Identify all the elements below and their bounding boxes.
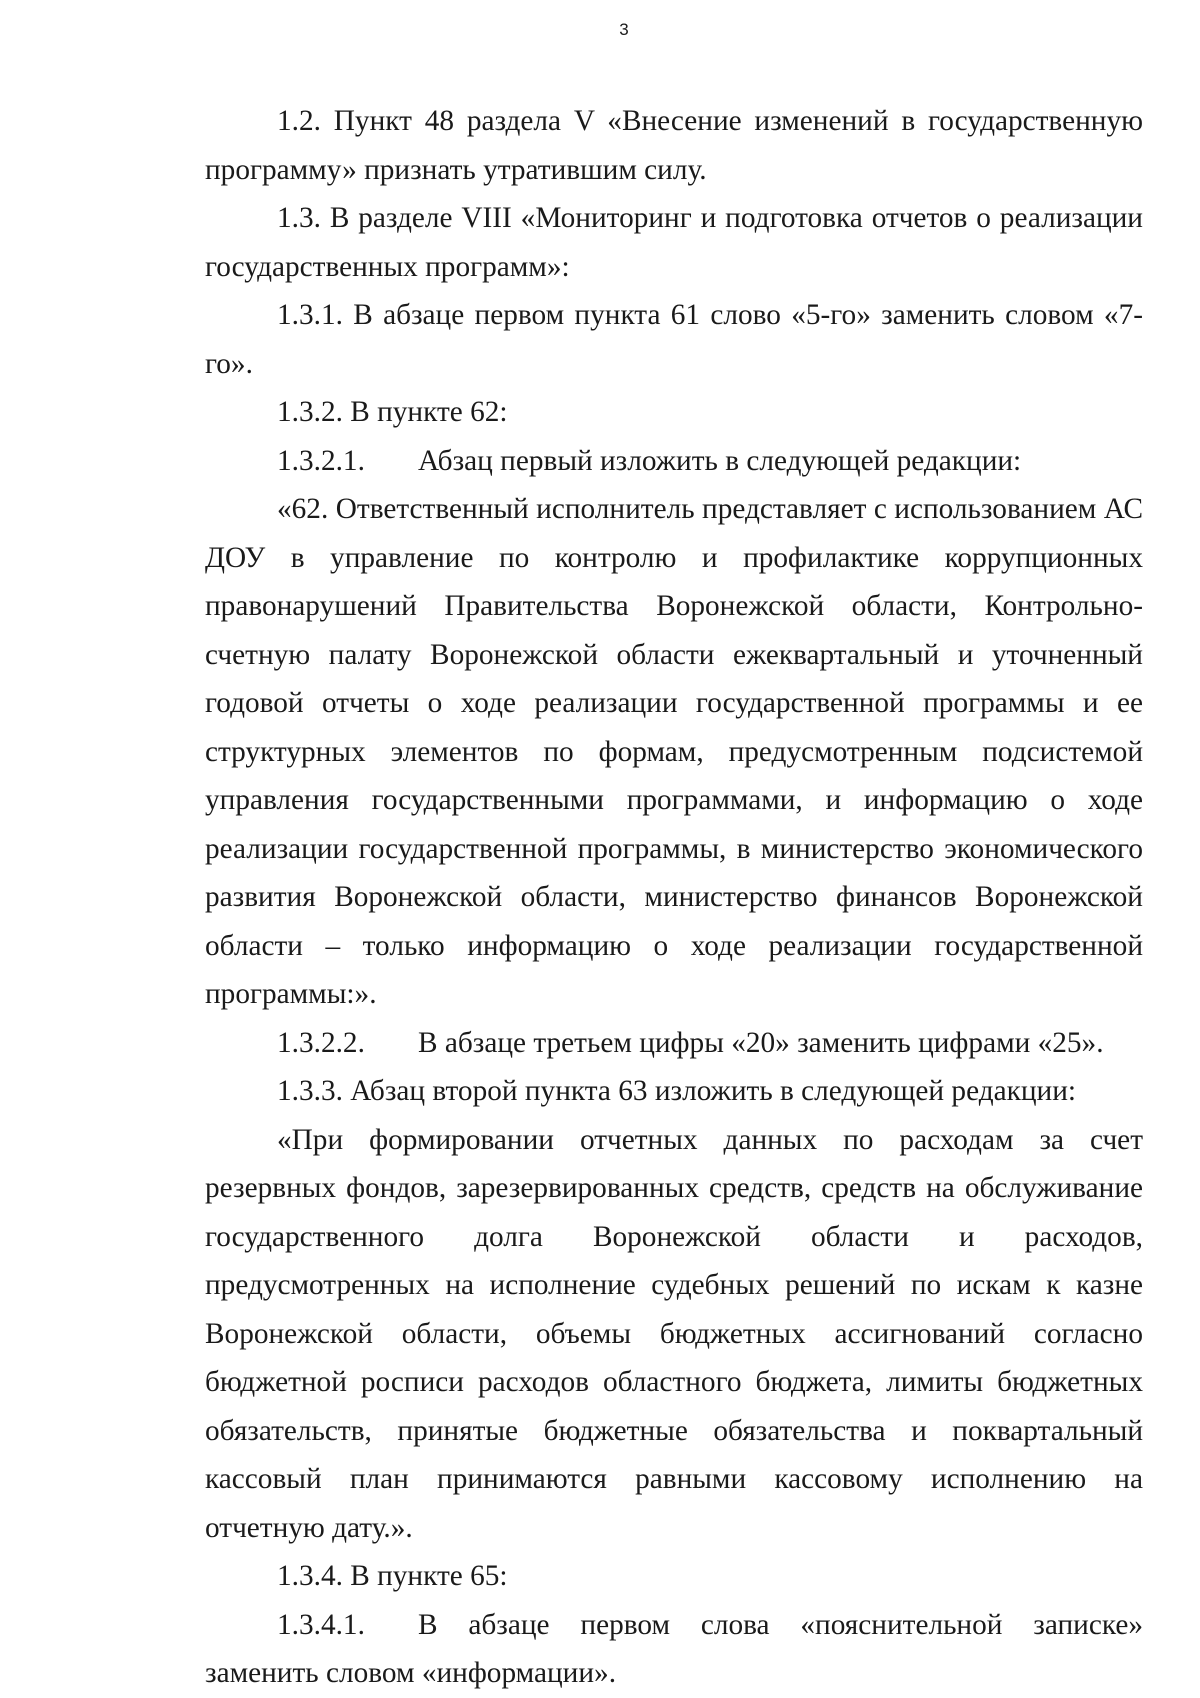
paragraph-1-3-1: 1.3.1. В абзаце первом пункта 61 слово «5-го» заменить словом «7-го».: [205, 299, 1143, 380]
paragraph-text: В абзаце первом слова «пояснительной записке» заменить словом «информации».: [205, 1608, 1143, 1689]
paragraph-1-3-3: 1.3.3. Абзац второй пункта 63 изложить в следующей редакции:: [277, 1075, 1077, 1107]
paragraph-text: В абзаце третьем цифры «20» заменить цифрами «25».: [418, 1026, 1104, 1059]
paragraph-1-3-4: 1.3.4. В пункте 65:: [277, 1560, 508, 1592]
paragraph-1-3-4-1: [205, 1601, 1143, 1698]
paragraph-1-3-2: 1.3.2. В пункте 62:: [277, 396, 508, 428]
page-number: 3: [619, 20, 629, 39]
paragraph-1-2: 1.2. Пункт 48 раздела V «Внесение изменений в государственную программу» признать утратившим силу.: [205, 105, 1143, 186]
paragraph-number: 1.3.2.2.: [277, 1026, 365, 1059]
document-body: [205, 97, 1143, 1698]
paragraph-number: 1.3.4.1.: [277, 1608, 365, 1641]
paragraph-number: 1.3.2.1.: [277, 444, 365, 477]
paragraph-1-3: 1.3. В разделе VIII «Мониторинг и подготовка отчетов о реализации государственных программ»:: [205, 202, 1143, 283]
paragraph-62-quote: «62. Ответственный исполнитель представляет с использованием АС ДОУ в управление по контролю и профилактике коррупционных правонарушений Правительства Воронежской области, Контрольно-счетную палату Воронежской области ежеквартальный и уточненный годовой отчеты о ходе реализации государственной программы и ее структурных элементов по формам, предусмотренным подсистемой управления государственными программами, и информацию о ходе реализации государственной программы, в министерство экономического развития Воронежской области, министерство финансов Воронежской области – только информацию о ходе реализации государственной программы:».: [205, 493, 1143, 1010]
paragraph-63-quote: «При формировании отчетных данных по расходам за счет резервных фондов, зарезервированных средств, средств на обслуживание государственного долга Воронежской области и расходов, предусмотренных на исполнение судебных решений по искам к казне Воронежской области, объемы бюджетных ассигнований согласно бюджетной росписи расходов областного бюджета, лимиты бюджетных обязательств, принятые бюджетные обязательства и поквартальный кассовый план принимаются равными кассовому исполнению на отчетную дату.».: [205, 1123, 1143, 1544]
paragraph-1-3-2-2: [205, 1019, 1143, 1068]
paragraph-1-3-2-1: [205, 437, 1143, 486]
paragraph-text: Абзац первый изложить в следующей редакции:: [418, 444, 1022, 477]
